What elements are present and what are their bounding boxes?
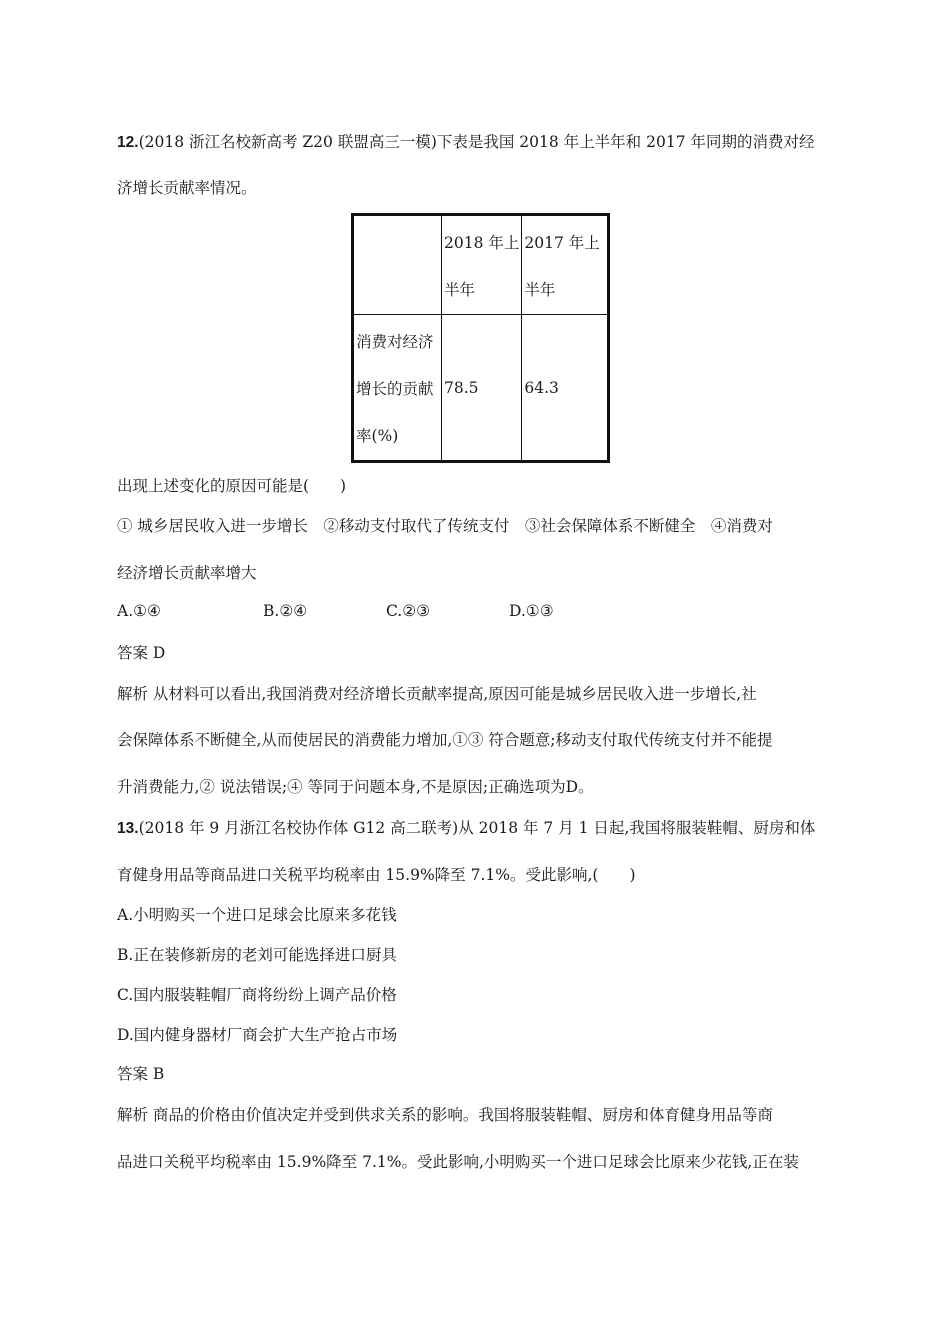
q13-option-d: D.国内健身器材厂商会扩大生产抢占市场 [117,1026,398,1044]
q13-option-a: A.小明购买一个进口足球会比原来多花钱 [117,906,397,924]
table-header-2018 [442,215,522,315]
row-label-line3: 率(%) [356,427,399,445]
table-header-2017 [522,215,609,315]
q13-analysis-line2: 品进口关税平均税率由 15.9%降至 7.1%。受此影响,小明购买一个进口足球会比原来少花钱,正在装 [117,1153,799,1171]
q12-answer: 答案 D [117,644,166,662]
q12-number: 12. [117,134,139,151]
table-row [353,315,609,462]
header-2018-line2: 半年 [444,281,476,299]
q12-stem-text: (2018 浙江名校新高考 Z20 联盟高三一模)下表是我国 2018 年上半年和 2017 年同期的消费对经 [138,133,815,151]
q13-stem-text: (2018 年 9 月浙江名校协作体 G12 高二联考)从 2018 年 7 月 1 日起,我国将服装鞋帽、厨房和体 [138,819,816,837]
q12-option-b: B.②④ [263,602,308,620]
q12-stem-line1 [117,130,814,152]
q13-option-c: C.国内服装鞋帽厂商将纷纷上调产品价格 [117,986,397,1004]
q12-analysis-line3: 升消费能力,② 说法错误;④ 等同于问题本身,不是原因;正确选项为D。 [117,778,594,796]
q12-statements-line2: 经济增长贡献率增大 [117,564,257,582]
q13-answer: 答案 B [117,1065,165,1083]
q13-number: 13. [117,820,139,837]
q13-analysis-line1: 解析 商品的价格由价值决定并受到供求关系的影响。我国将服装鞋帽、厨房和体育健身用品等商 [117,1106,773,1124]
q12-analysis-line2: 会保障体系不断健全,从而使居民的消费能力增加,①③ 符合题意;移动支付取代传统支付并不能提 [117,731,773,749]
q12-stem-line2: 济增长贡献率情况。 [117,179,257,197]
q12-statements-line1: ① 城乡居民收入进一步增长 ②移动支付取代了传统支付 ③社会保障体系不断健全 ④消费对 [117,517,773,535]
q13-stem-line2: 育健身用品等商品进口关税平均税率由 15.9%降至 7.1%。受此影响,( ) [117,866,636,884]
table-row-label [353,315,442,462]
header-2017-line1: 2017 年上 [524,234,600,252]
header-2017-line2: 半年 [524,281,556,299]
row-label-line1: 消费对经济 [356,333,434,351]
q13-option-b: B.正在装修新房的老刘可能选择进口厨具 [117,946,397,964]
q13-stem-line1 [117,816,815,838]
q12-option-c: C.②③ [386,602,431,620]
header-2018-line1: 2018 年上 [444,234,520,252]
consumption-contribution-table [351,213,610,463]
q12-option-a: A.①④ [117,602,161,620]
q12-option-d: D.①③ [509,602,554,620]
table-corner-cell [353,215,442,315]
table-value-2018: 78.5 [442,315,522,462]
q12-analysis-line1: 解析 从材料可以看出,我国消费对经济增长贡献率提高,原因可能是城乡居民收入进一步增长,社 [117,685,757,703]
q12-question: 出现上述变化的原因可能是( ) [117,477,347,495]
table-value-2017: 64.3 [522,315,609,462]
row-label-line2: 增长的贡献 [356,380,434,398]
table-header-row [353,215,609,315]
